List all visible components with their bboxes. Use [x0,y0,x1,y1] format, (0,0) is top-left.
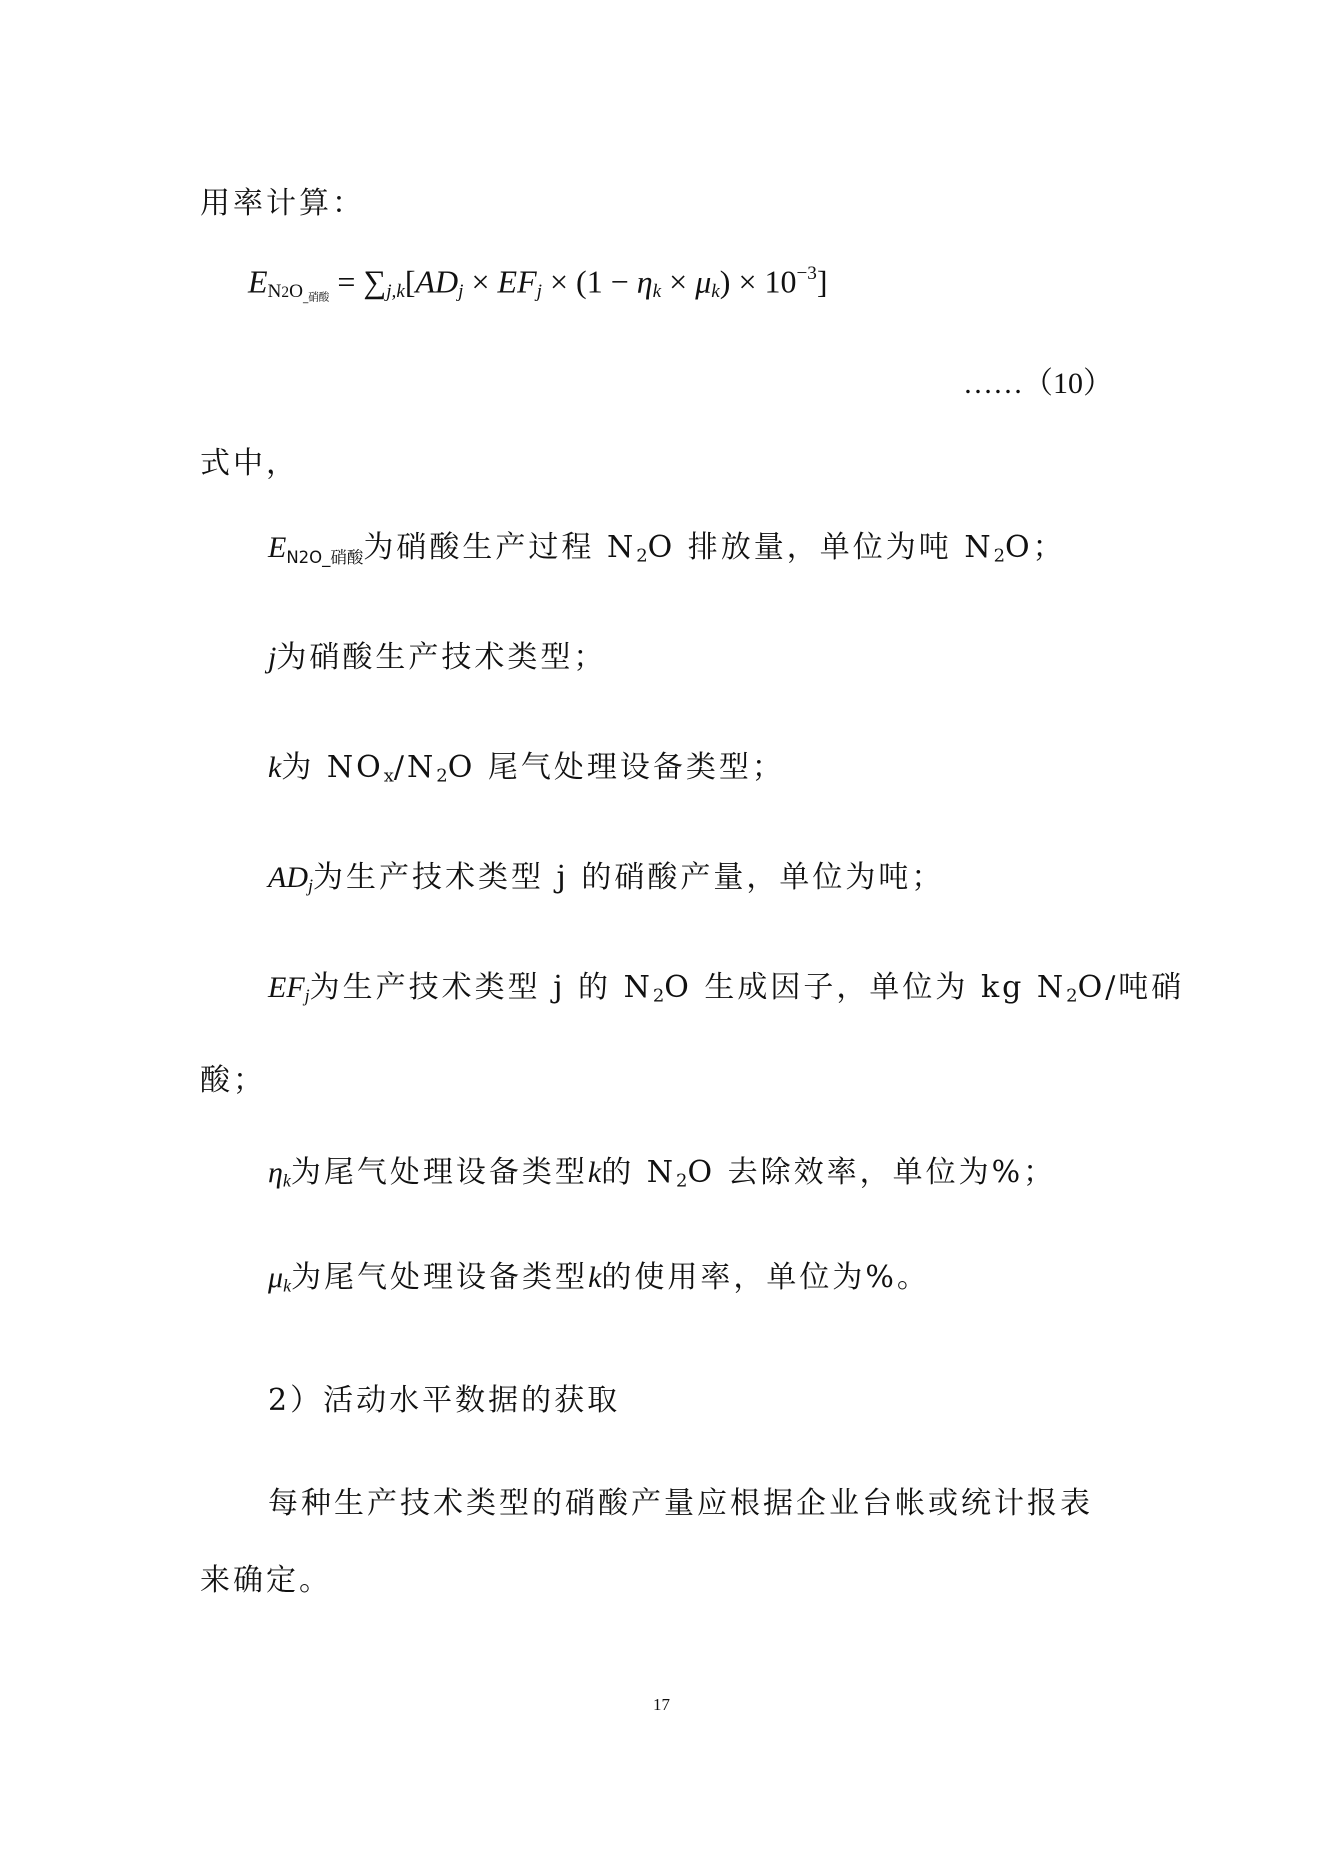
definition-e-n2o: $E_{N2O\_硝酸}$为硝酸生产过程 $N_2O$ 排放量，单位为吨 $N_2O$； [268,530,1066,567]
equation-10: $E_{N2O\_硝酸} = \sum_{j,k}[AD_j \times EF_j \times (1 - \eta_k \times \mu_k) \times 10^{-3}]$ [248,263,828,304]
definition-k: k为 $NO_x/N_2O$ 尾气处理设备类型； [268,750,785,787]
intro-text: 用率计算： [200,186,365,221]
where-label: 式中， [200,446,299,481]
definition-mu: $\mu_k$为尾气处理设备类型k的使用率，单位为%。 [268,1260,930,1296]
definition-ad: $AD_j$为生产技术类型 j 的硝酸产量，单位为吨； [268,860,945,896]
section-title: 2）活动水平数据的获取 [268,1383,621,1418]
definition-ef: $EF_j$为生产技术类型 j 的 $N_2O$ 生成因子，单位为 kg $N_2O/$吨硝 [268,970,1185,1007]
paragraph-line-2: 来确定。 [200,1563,332,1598]
definition-j: j为硝酸生产技术类型； [268,640,607,675]
page-number: 17 [653,1695,670,1714]
equation-number: ……（10） [963,367,1113,400]
definition-ef-continued: 酸； [200,1063,266,1098]
paragraph-line-1: 每种生产技术类型的硝酸产量应根据企业台帐或统计报表 [268,1486,1093,1521]
definition-eta: $\eta_k$为尾气处理设备类型k的 $N_2O$ 去除效率，单位为%； [268,1155,1057,1192]
